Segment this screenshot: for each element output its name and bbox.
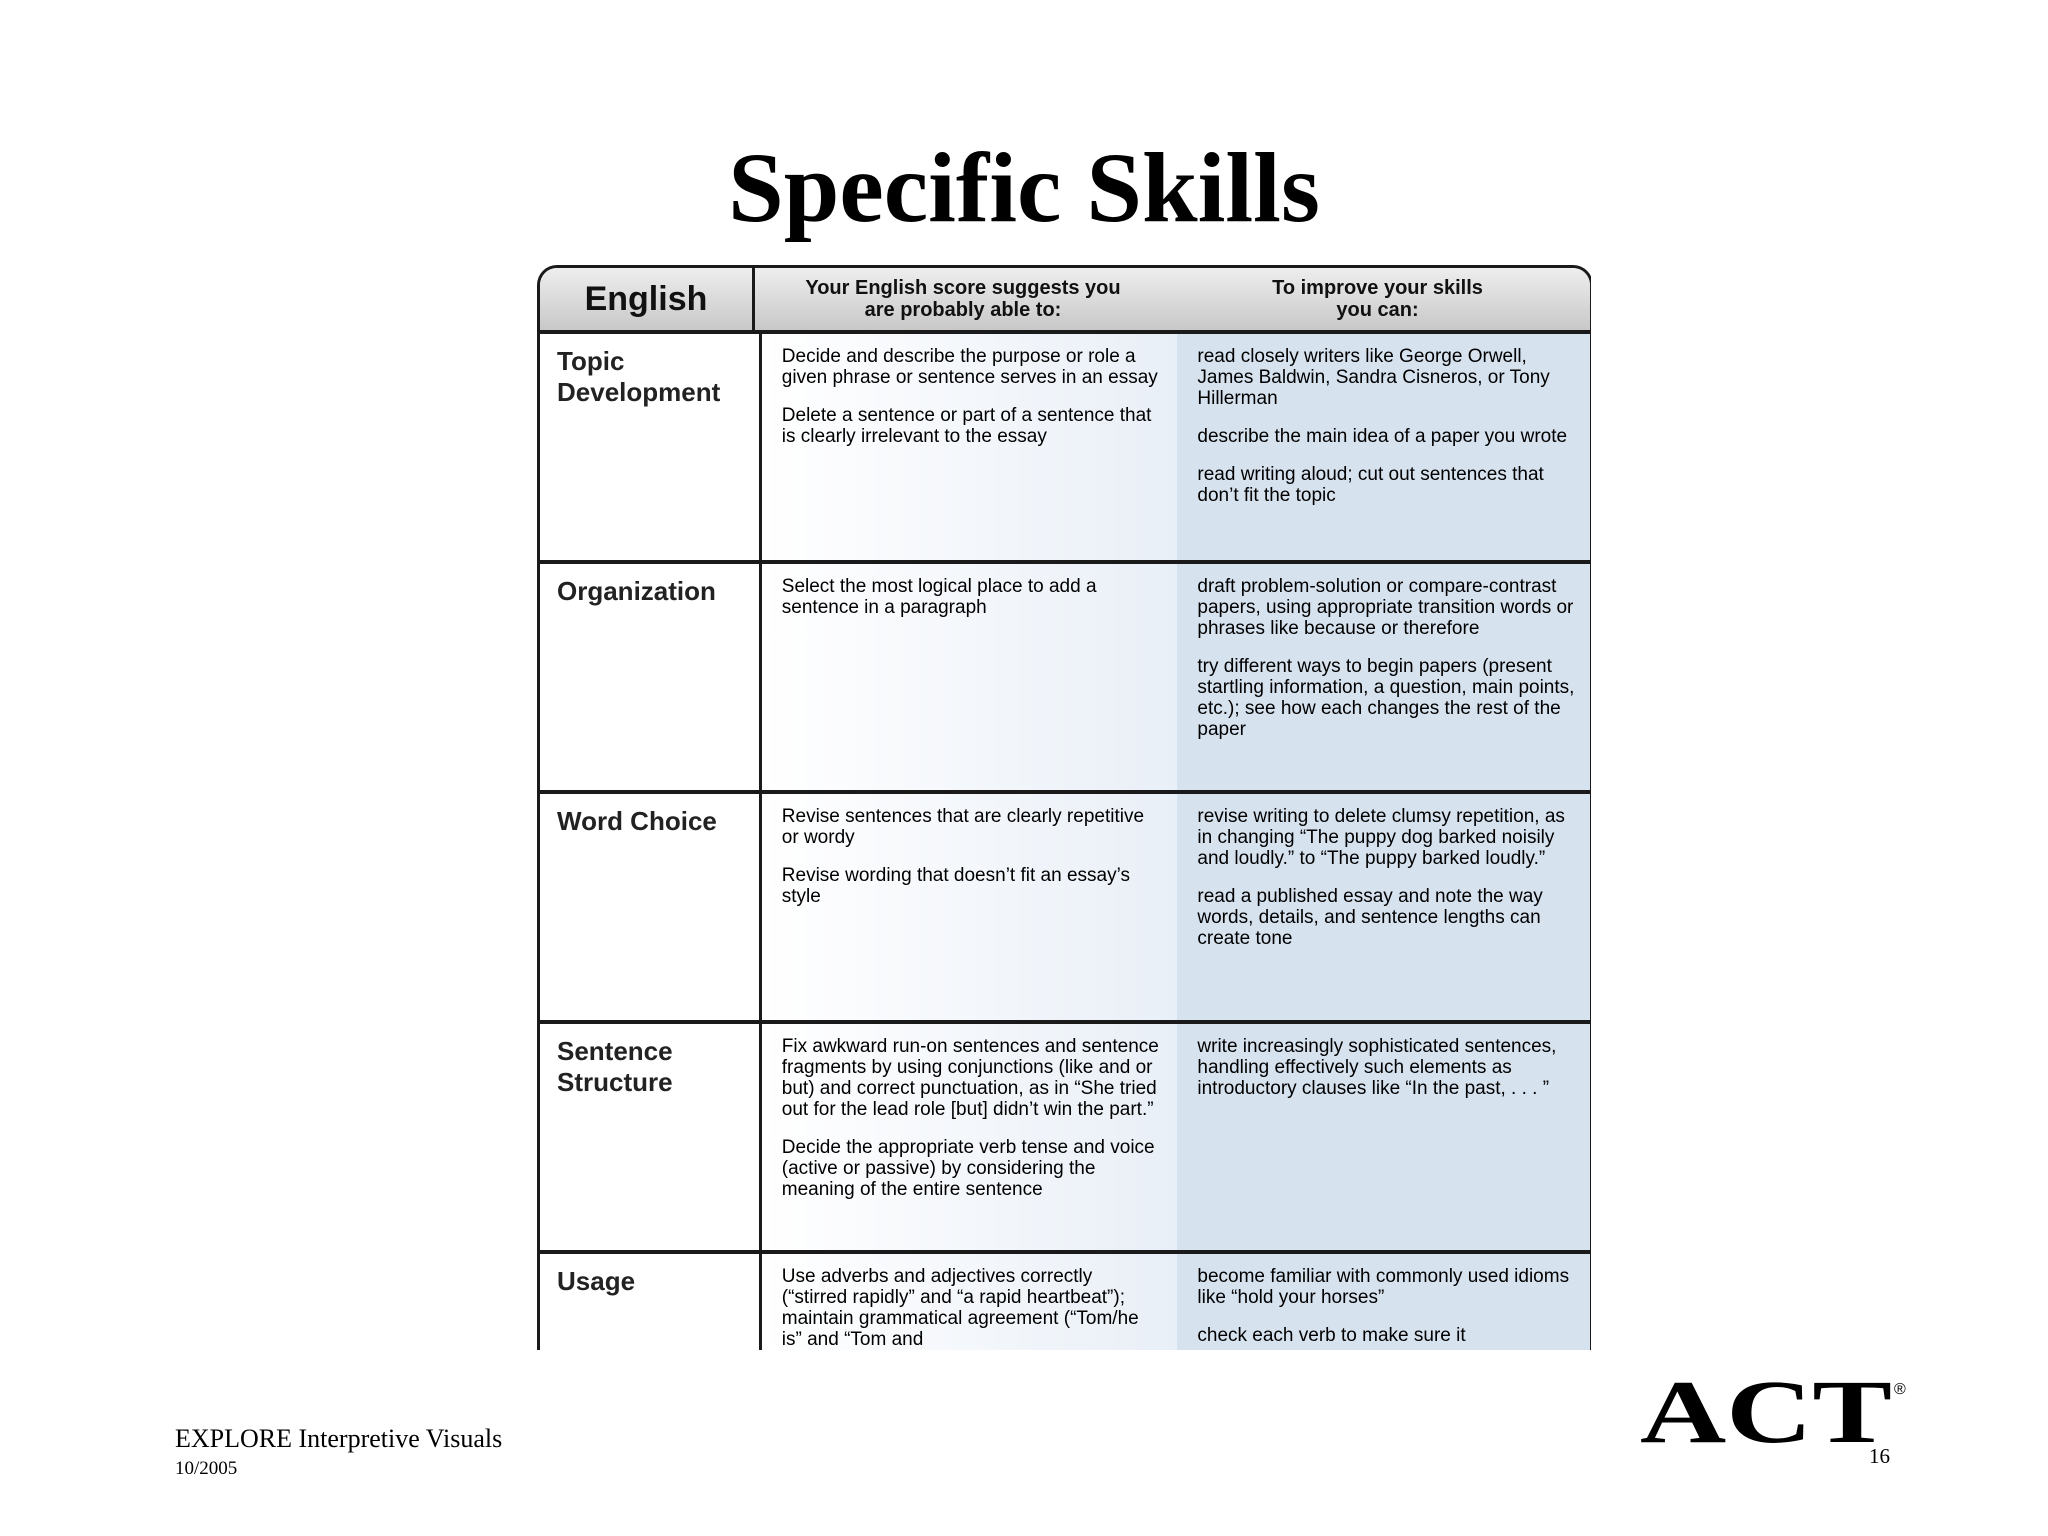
able-to-cell	[762, 1254, 1178, 1350]
able-to-cell	[762, 794, 1178, 1020]
improve-item: read writing aloud; cut out sentences that don’t fit the topic	[1197, 464, 1544, 506]
skills-table	[537, 265, 1591, 1350]
able-to-item: Decide the appropriate verb tense and voice (active or passive) by considering the meaning of the entire sentence	[781, 1137, 1155, 1200]
improve-cell	[1177, 564, 1590, 790]
table-row	[540, 334, 1590, 564]
improve-item: write increasingly sophisticated sentences, handling effectively such elements as introductory clauses like “In the past, . . . ”	[1197, 1036, 1557, 1099]
able-to-item: Fix awkward run-on sentences and sentence fragments by using conjunctions (like and or but) and correct punctuation, as in “She tried out for the lead role [but] didn’t win the part.”	[781, 1036, 1159, 1120]
column-heading-able-to: Your English score suggests you are probably able to:	[805, 277, 1121, 321]
improve-item: describe the main idea of a paper you wrote	[1197, 426, 1568, 447]
able-to-item: Select the most logical place to add a sentence in a paragraph	[781, 576, 1097, 618]
table-row	[540, 794, 1590, 1024]
registered-mark: ®	[1894, 1381, 1906, 1398]
category-label: Word Choice	[540, 794, 762, 1020]
category-label: Usage	[540, 1254, 762, 1350]
act-logo-text: ACT	[1640, 1370, 1892, 1450]
column-heading-improve: To improve your skills you can:	[1272, 277, 1483, 321]
category-label: Sentence Structure	[540, 1024, 762, 1250]
improve-item: become familiar with commonly used idioms like “hold your horses”	[1197, 1266, 1570, 1308]
skills-table-image	[537, 265, 1591, 1350]
footer-title: EXPLORE Interpretive Visuals	[175, 1424, 503, 1453]
able-to-cell	[762, 1024, 1178, 1250]
table-row	[540, 1024, 1590, 1254]
improve-item: revise writing to delete clumsy repetition, as in changing “The puppy dog barked noisily and loudly.” to “The puppy barked loudly.”	[1197, 806, 1565, 869]
category-label: Topic Development	[540, 334, 762, 560]
improve-cell	[1177, 334, 1590, 560]
improve-cell	[1177, 1254, 1590, 1350]
able-to-item: Revise wording that doesn’t fit an essay’s style	[781, 865, 1130, 907]
able-to-cell	[762, 564, 1178, 790]
improve-item: check each verb to make sure it	[1197, 1325, 1466, 1346]
improve-item: try different ways to begin papers (present startling information, a question, main points, etc.); see how each changes the rest of the paper	[1197, 656, 1575, 740]
table-row	[540, 564, 1590, 794]
improve-item: read a published essay and note the way words, details, and sentence lengths can create tone	[1197, 886, 1543, 949]
page-number: 16	[1869, 1444, 1890, 1468]
subject-heading: English	[540, 268, 755, 330]
table-row	[540, 1254, 1590, 1350]
able-to-item: Decide and describe the purpose or role a given phrase or sentence serves in an essay	[781, 346, 1158, 388]
table-header	[540, 268, 1590, 334]
footer-date: 10/2005	[175, 1458, 238, 1479]
act-logo	[1632, 1370, 1912, 1450]
able-to-item: Delete a sentence or part of a sentence that is clearly irrelevant to the essay	[781, 405, 1152, 447]
improve-item: read closely writers like George Orwell, James Baldwin, Sandra Cisneros, or Tony Hillerman	[1197, 346, 1550, 409]
improve-cell	[1177, 794, 1590, 1020]
able-to-cell	[762, 334, 1178, 560]
slide-title: Specific Skills	[728, 132, 1320, 243]
improve-cell	[1177, 1024, 1590, 1250]
able-to-item: Use adverbs and adjectives correctly (“stirred rapidly” and “a rapid heartbeat”); maintain grammatical agreement (“Tom/he is” and “Tom and	[781, 1266, 1139, 1350]
category-label: Organization	[540, 564, 762, 790]
improve-item: draft problem-solution or compare-contrast papers, using appropriate transition words or phrases like because or therefore	[1197, 576, 1574, 639]
able-to-item: Revise sentences that are clearly repetitive or wordy	[781, 806, 1145, 848]
